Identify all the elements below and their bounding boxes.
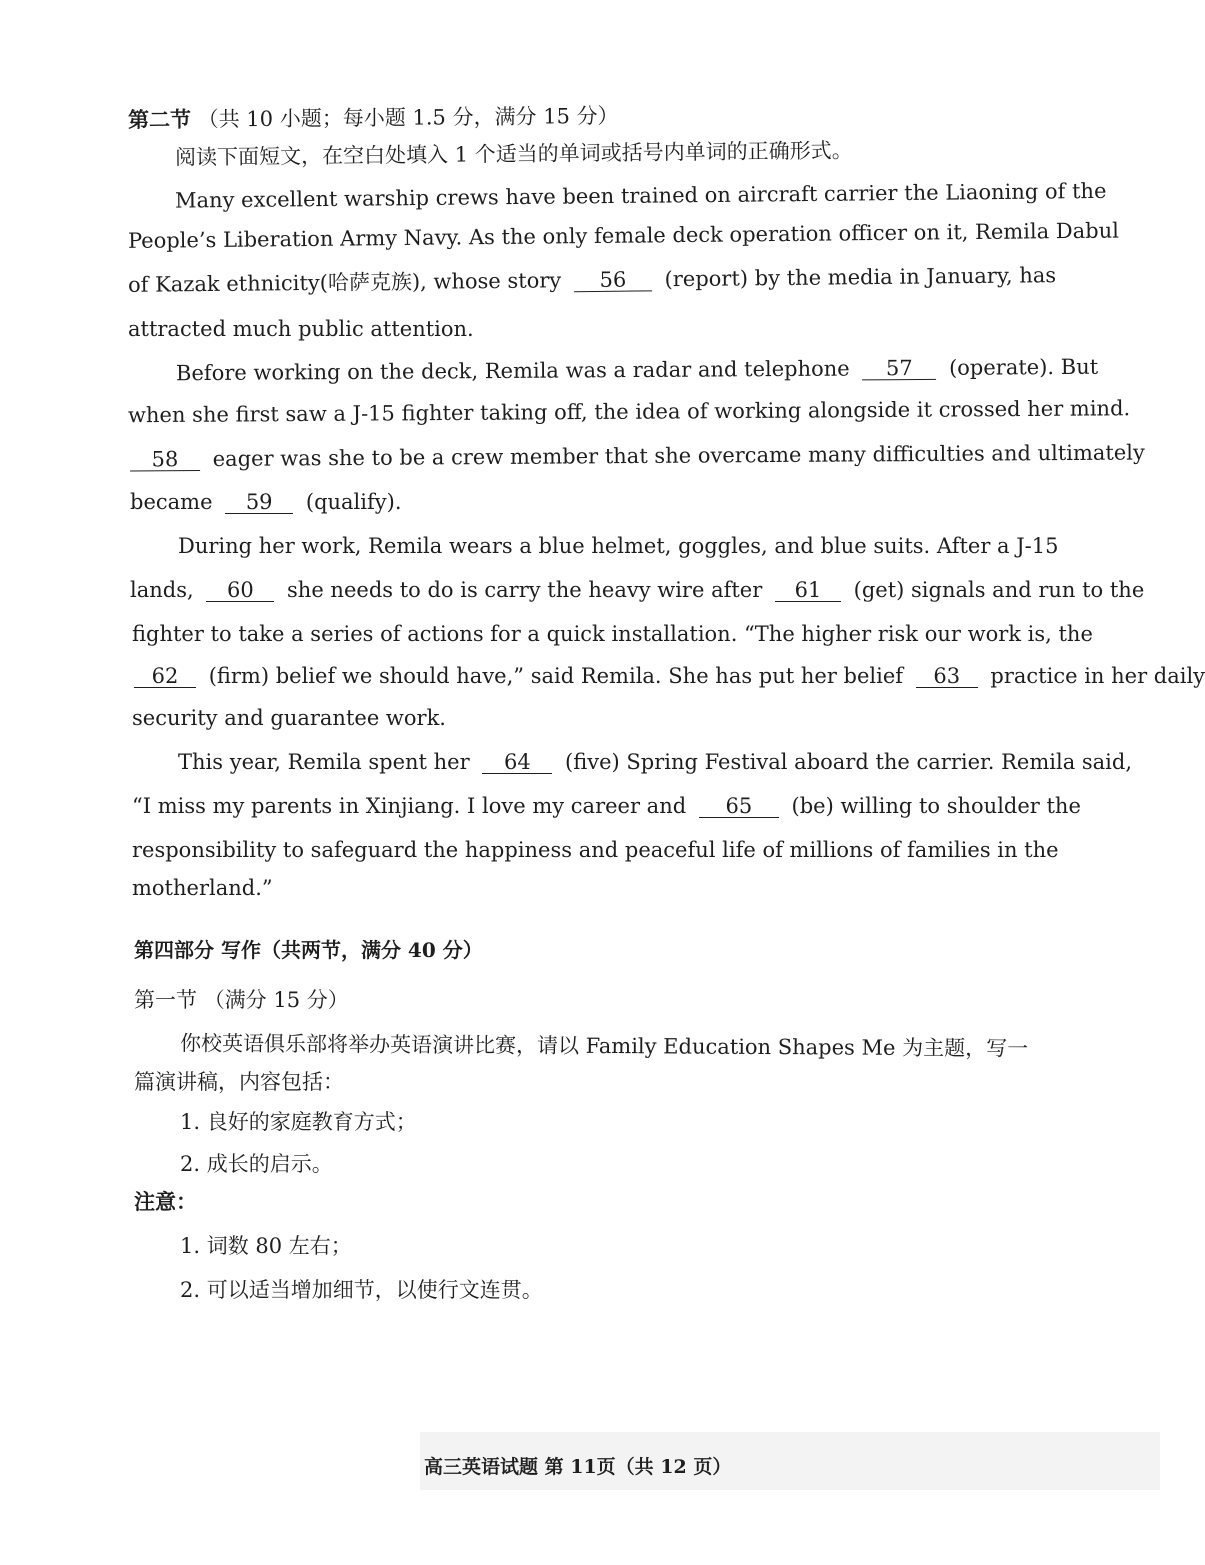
content-item-1: 1. 良好的家庭教育方式； <box>180 1110 417 1134</box>
p2-line4 <box>130 488 402 516</box>
page-footer: 高三英语试题 第 11页（共 12 页） <box>424 1456 732 1478</box>
p4-line1-end: (five) Spring Festival aboard the carrier. Remila said, <box>565 750 1133 774</box>
p1-line2: People’s Liberation Army Navy. As the only female deck operation officer on it, Remila Dabul <box>127 218 1120 253</box>
p3-line3: fighter to take a series of actions for a quick installation. “The higher risk our work is, the <box>132 622 1093 646</box>
p3-line5: security and guarantee work. <box>132 706 446 730</box>
blank-61[interactable]: 61 <box>775 579 841 602</box>
part4-sub-info: （满分 15 分） <box>203 988 349 1012</box>
p1-line1: Many excellent warship crews have been trained on aircraft carrier the Liaoning of the <box>174 178 1107 213</box>
p2-line1-end: (operate). But <box>948 354 1099 380</box>
p2-line4-end: (qualify). <box>305 490 402 514</box>
blank-60[interactable]: 60 <box>206 579 274 602</box>
p3-line2-mid: she needs to do is carry the heavy wire after <box>287 578 763 602</box>
p2-line1-start: Before working on the deck, Remila was a radar and telephone <box>175 356 850 386</box>
section-heading <box>128 102 619 134</box>
part4-heading: 第四部分 写作（共两节，满分 40 分） <box>134 938 483 962</box>
blank-65[interactable]: 65 <box>699 795 779 818</box>
p2-line3-text: eager was she to be a crew member that she overcame many difficulties and ultimately <box>212 440 1145 471</box>
part4-sub-label: 第一节 <box>134 988 197 1012</box>
blank-57[interactable]: 57 <box>862 357 936 381</box>
blank-62[interactable]: 62 <box>134 665 196 688</box>
p4-line1-start: This year, Remila spent her <box>178 750 470 774</box>
p4-line4: motherland.” <box>132 876 273 900</box>
p3-line2-start: lands, <box>130 578 194 602</box>
content-item-2: 2. 成长的启示。 <box>180 1152 333 1176</box>
note-item-2: 2. 可以适当增加细节，以使行文连贯。 <box>180 1278 543 1302</box>
prompt-line1: 你校英语俱乐部将举办英语演讲比赛，请以 Family Education Shapes Me 为主题，写一 <box>179 1031 1029 1061</box>
blank-59[interactable]: 59 <box>225 491 293 514</box>
p1-line4: attracted much public attention. <box>128 317 474 341</box>
p3-line4-end: practice in her daily <box>990 664 1205 688</box>
p4-line2-end: (be) willing to shoulder the <box>791 794 1081 818</box>
p4-line2-start: “I miss my parents in Xinjiang. I love my career and <box>132 794 687 818</box>
p3-line2-end: (get) signals and run to the <box>853 578 1145 602</box>
p2-line1 <box>176 353 1098 387</box>
p3-line1: During her work, Remila wears a blue helmet, goggles, and blue suits. After a J-15 <box>178 534 1059 558</box>
p3-line4 <box>128 662 1205 690</box>
p4-line1 <box>178 748 1132 776</box>
p3-line4-start: (firm) belief we should have,” said Remila. She has put her belief <box>208 664 904 688</box>
instruction-text: 阅读下面短文，在空白处填入 1 个适当的单词或括号内单词的正确形式。 <box>174 138 853 170</box>
p2-line3 <box>124 438 1145 473</box>
section-info: （共 10 小题；每小题 1.5 分，满分 15 分） <box>197 103 619 132</box>
part4-subheading <box>134 986 349 1014</box>
p1-line3 <box>128 261 1056 299</box>
p3-line2 <box>130 576 1144 604</box>
p2-line4-start: became <box>130 490 213 514</box>
blank-64[interactable]: 64 <box>482 751 552 774</box>
blank-58[interactable]: 58 <box>130 448 200 471</box>
p4-line3: responsibility to safeguard the happiness and peaceful life of millions of families in the <box>132 838 1059 862</box>
p1-line3-end: (report) by the media in January, has <box>664 263 1057 292</box>
p1-line3-start: of Kazak ethnicity(哈萨克族), whose story <box>127 268 562 297</box>
prompt-line2: 篇演讲稿，内容包括： <box>134 1070 344 1094</box>
blank-56[interactable]: 56 <box>574 268 652 292</box>
blank-63[interactable]: 63 <box>916 665 978 688</box>
section-label: 第二节 <box>127 106 192 133</box>
p4-line2 <box>132 792 1081 820</box>
note-label: 注意： <box>134 1189 197 1214</box>
p2-line2: when she first saw a J-15 fighter taking off, the idea of working alongside it crossed her mind. <box>127 396 1131 428</box>
note-item-1: 1. 词数 80 左右； <box>180 1234 352 1258</box>
